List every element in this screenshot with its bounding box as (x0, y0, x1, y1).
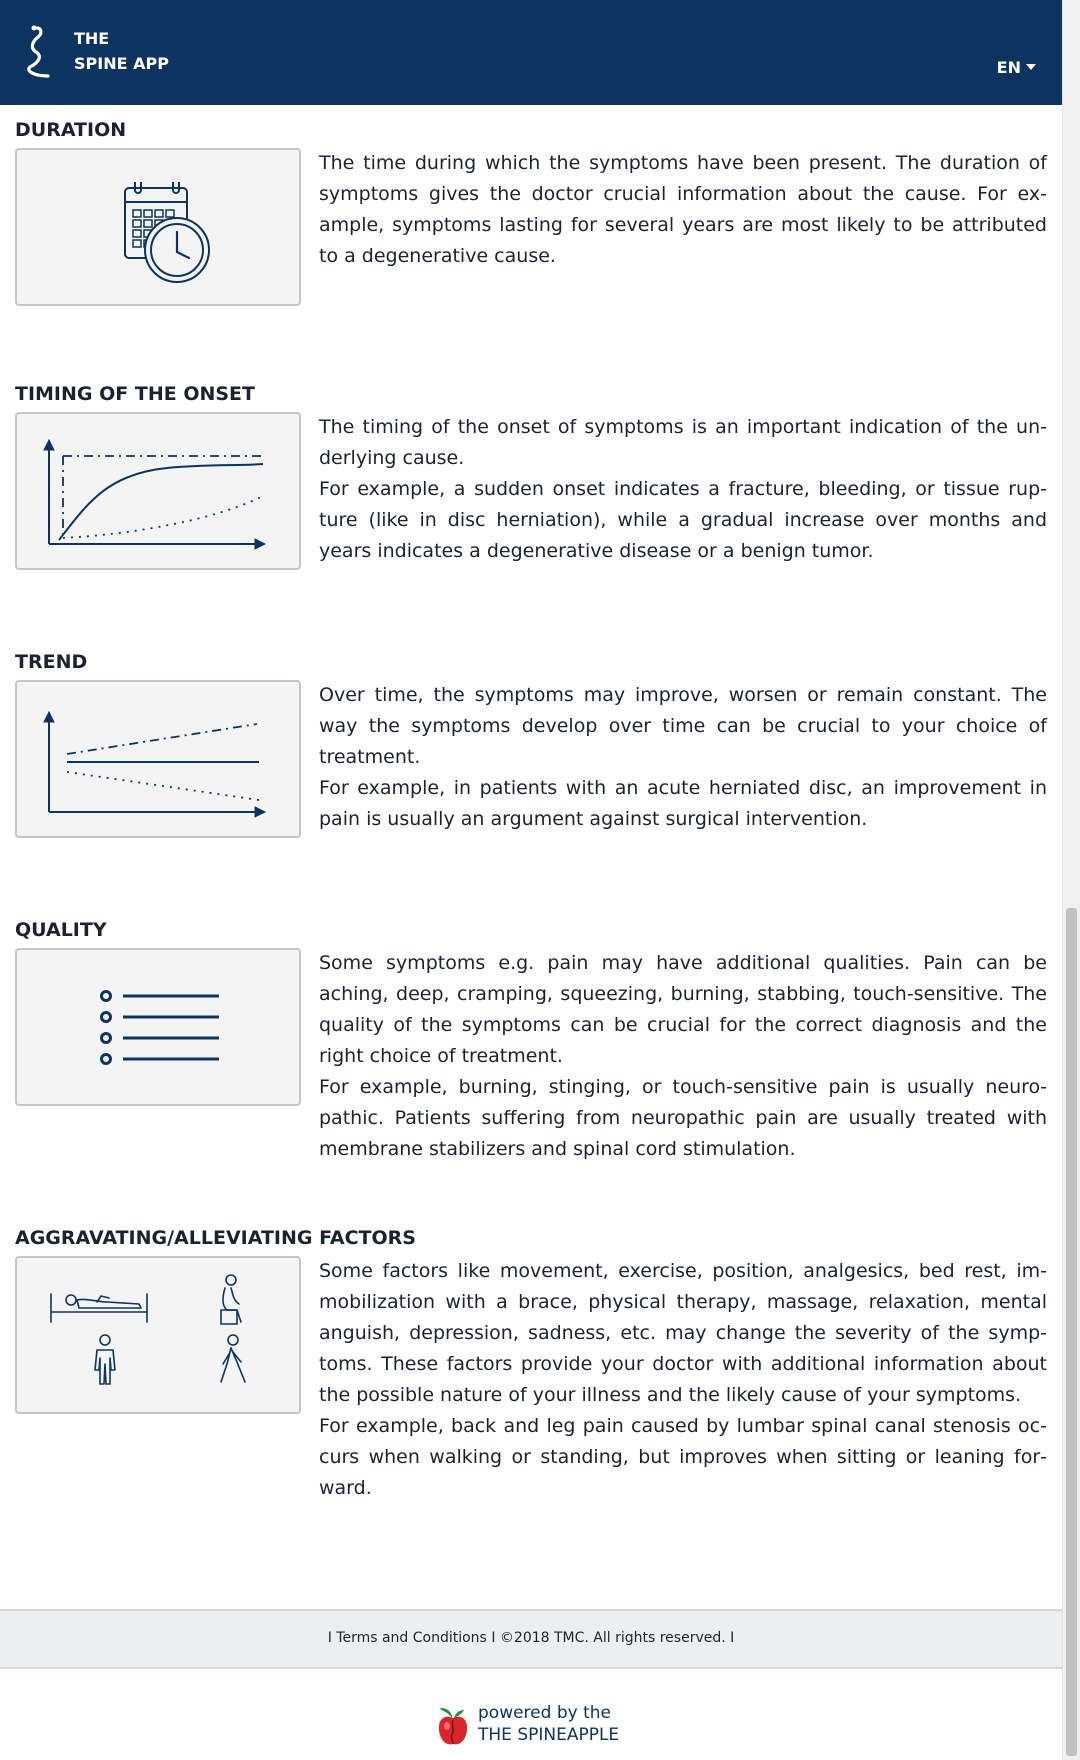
spineapple-logo-icon (436, 1704, 470, 1748)
sitting-person-icon (221, 1275, 241, 1324)
section-title: AGGRAVATING/ALLEVIATING FACTORS (15, 1227, 416, 1249)
footer-text (0, 1630, 1062, 1646)
section-title: TREND (15, 651, 88, 673)
caret-down-icon (1026, 64, 1036, 70)
paragraph: The timing of the onset of symptoms is an important indication of the underlying cause. (319, 416, 1047, 469)
powered-by-text (478, 1702, 619, 1746)
section-aggravating-alleviating-factors (15, 1226, 1047, 1499)
section-title: TIMING OF THE ONSET (15, 383, 255, 405)
spine-logo-icon[interactable] (18, 24, 58, 80)
section-body (319, 412, 1047, 567)
trend-graph-icon (17, 682, 299, 836)
paragraph: For example, a sudden onset indicates a fracture, bleeding, or tissue rupture (like in disc herniation), while a gradual increase over months and years indicates a degenerative disease or a benign tumor. (319, 478, 1047, 562)
footer-separator: I (730, 1630, 735, 1646)
section-timing-of-onset (15, 382, 1047, 562)
section-body (319, 148, 1047, 272)
app-brand[interactable] (74, 26, 169, 76)
onset-graph-icon (17, 414, 299, 568)
lying-person-icon (51, 1294, 147, 1322)
paragraph: Some factors like movement, exercise, position, analgesics, bed rest, immobilization with a brace, physical therapy, massage, relaxation, mental anguish, depression, sadness, etc. may change the severity of the symptoms. These factors provide your doctor with additional information about the possible nature of your illness and the likely cause of your symptoms. (319, 1260, 1047, 1406)
footer-separator: I (327, 1630, 332, 1646)
section-body (319, 948, 1047, 1165)
vertical-scrollbar[interactable] (1062, 0, 1080, 1760)
section-duration (15, 118, 1047, 267)
powered-by-badge[interactable] (436, 1700, 636, 1750)
section-body (319, 1256, 1047, 1504)
posture-icons (17, 1258, 299, 1412)
list-icon (17, 950, 299, 1104)
illustration-card (15, 1256, 301, 1414)
paragraph: Over time, the symptoms may improve, worsen or remain constant. The way the symptoms develop over time can be crucial to your choice of treatment. (319, 684, 1047, 768)
calendar-clock-icon (17, 150, 299, 304)
paragraph: Some symptoms e.g. pain may have additional qualities. Pain can be aching, deep, cramping, squeezing, burning, stabbing, touch-sensitive. The quality of the symptoms can be crucial for the correct diagnosis and the right choice of treatment. (319, 952, 1047, 1067)
app-header (0, 0, 1062, 105)
brand-line-2: SPINE APP (74, 54, 169, 73)
section-title: DURATION (15, 119, 127, 141)
section-quality (15, 918, 1047, 1160)
copyright-text: ©2018 TMC. All rights reserved. (499, 1630, 726, 1646)
paragraph: For example, burning, stinging, or touch-sensitive pain is usually neuropathic. Patients suffering from neuropathic pain are usually treated with membrane stabilizers and spinal cord stimulation. (319, 1076, 1047, 1160)
footer-bar (0, 1609, 1062, 1669)
terms-and-conditions-link[interactable]: Terms and Conditions (336, 1630, 487, 1646)
paragraph: For example, in patients with an acute herniated disc, an improvement in pain is usually an argument against surgical intervention. (319, 777, 1047, 830)
paragraph: For example, back and leg pain caused by lumbar spinal canal stenosis occurs when walking or standing, but improves when sitting or leaning forward. (319, 1415, 1047, 1499)
paragraph: The time during which the symptoms have been present. The duration of symptoms gives the doctor crucial information about the cause. For example, symptoms lasting for several years are most likely to be attributed to a degenerative cause. (319, 152, 1047, 267)
section-trend (15, 650, 1047, 830)
walking-person-icon (221, 1335, 245, 1382)
section-title: QUALITY (15, 919, 107, 941)
powered-by-line-1: powered by the (478, 1703, 611, 1723)
scrollbar-thumb[interactable] (1066, 908, 1077, 1756)
illustration-card (15, 948, 301, 1106)
illustration-card (15, 148, 301, 306)
illustration-card (15, 680, 301, 838)
illustration-card (15, 412, 301, 570)
standing-person-icon (95, 1335, 115, 1384)
brand-line-1: THE (74, 29, 110, 48)
language-selector[interactable] (997, 58, 1036, 77)
footer-separator: I (491, 1630, 496, 1646)
powered-by-line-2: THE SPINEAPPLE (478, 1725, 620, 1745)
language-label: EN (996, 58, 1021, 77)
section-body (319, 680, 1047, 835)
